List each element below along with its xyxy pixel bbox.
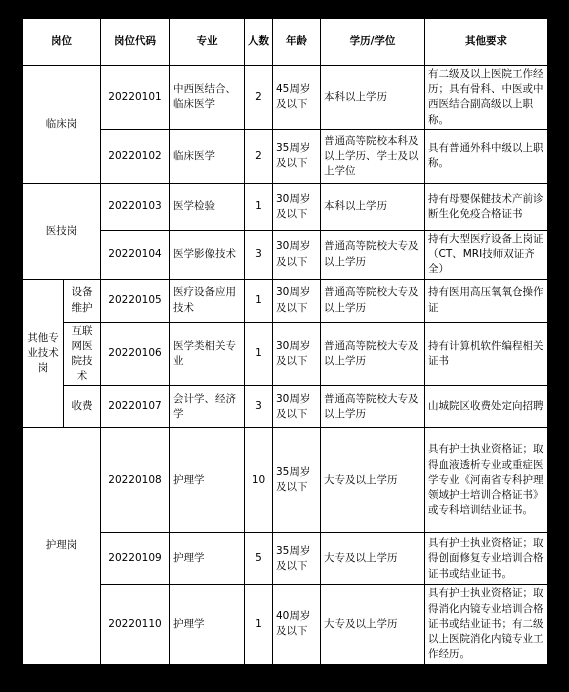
- cell-count: 1: [245, 322, 273, 386]
- cell-age: 45周岁及以下: [273, 66, 321, 130]
- cell-major: 医疗设备应用技术: [170, 279, 245, 322]
- cell-age: 30周岁及以下: [273, 279, 321, 322]
- cell-requirement: 具有护士执业资格证；取得血液透析专业或重症医学专业《河南省专科护理领域护士培训合格证书》或专科培训结业证书。: [425, 428, 548, 533]
- cell-code: 20220108: [101, 428, 170, 533]
- cell-requirement: 山城院区收费处定向招聘: [425, 386, 548, 428]
- cell-count: 10: [245, 428, 273, 533]
- cell-code: 20220110: [101, 585, 170, 664]
- subgroup-device: 设备维护: [64, 279, 101, 322]
- cell-requirement: 持有计算机软件编程相关证书: [425, 322, 548, 386]
- subgroup-fee: 收费: [64, 386, 101, 428]
- cell-major: 护理学: [170, 428, 245, 533]
- cell-code: 20220109: [101, 533, 170, 585]
- table-row: [23, 279, 548, 322]
- table-row: [23, 66, 548, 130]
- cell-count: 1: [245, 585, 273, 664]
- group-clinical: 临床岗: [23, 66, 101, 184]
- cell-requirement: 具有护士执业资格证；取得消化内镜专业培训合格证书或结业证书；有二级以上医院消化内镜专业工作经历。: [425, 585, 548, 664]
- cell-major: 护理学: [170, 585, 245, 664]
- cell-education: 本科以上学历: [321, 183, 425, 230]
- cell-count: 3: [245, 386, 273, 428]
- table-row: [23, 322, 548, 386]
- table-row: [23, 533, 548, 585]
- cell-code: 20220107: [101, 386, 170, 428]
- table-row: [23, 386, 548, 428]
- recruitment-table-page: [22, 18, 547, 665]
- cell-age: 30周岁及以下: [273, 183, 321, 230]
- cell-code: 20220104: [101, 230, 170, 279]
- cell-count: 1: [245, 183, 273, 230]
- header-education: 学历/学位: [321, 19, 425, 66]
- cell-requirement: 具有护士执业资格证；取得创面修复专业培训合格证书或结业证书。: [425, 533, 548, 585]
- cell-code: 20220101: [101, 66, 170, 130]
- cell-age: 30周岁及以下: [273, 322, 321, 386]
- cell-education: 普通高等院校大专及以上学历: [321, 279, 425, 322]
- cell-education: 本科以上学历: [321, 66, 425, 130]
- cell-requirement: 持有大型医疗设备上岗证（CT、MRI技师双证齐全）: [425, 230, 548, 279]
- header-code: 岗位代码: [101, 19, 170, 66]
- cell-education: 大专及以上学历: [321, 533, 425, 585]
- subgroup-internet: 互联网医院技术: [64, 322, 101, 386]
- cell-education: 普通高等院校本科及以上学历、学士及以上学位: [321, 129, 425, 183]
- header-post: 岗位: [23, 19, 101, 66]
- group-nursing: 护理岗: [23, 428, 101, 664]
- cell-requirement: 具有普通外科中级以上职称。: [425, 129, 548, 183]
- group-medtech: 医技岗: [23, 183, 101, 279]
- cell-major: 临床医学: [170, 129, 245, 183]
- header-major: 专业: [170, 19, 245, 66]
- cell-age: 35周岁及以下: [273, 533, 321, 585]
- cell-education: 普通高等院校大专及以上学历: [321, 230, 425, 279]
- cell-requirement: 有二级及以上医院工作经历；具有骨科、中医或中西医结合副高级以上职称。: [425, 66, 548, 130]
- cell-major: 中西医结合、临床医学: [170, 66, 245, 130]
- cell-education: 普通高等院校大专及以上学历: [321, 322, 425, 386]
- cell-major: 医学检验: [170, 183, 245, 230]
- cell-count: 2: [245, 66, 273, 130]
- cell-count: 1: [245, 279, 273, 322]
- table-row: [23, 585, 548, 664]
- cell-code: 20220102: [101, 129, 170, 183]
- cell-education: 普通高等院校大专及以上学历: [321, 386, 425, 428]
- cell-count: 2: [245, 129, 273, 183]
- table-row: [23, 230, 548, 279]
- cell-major: 会计学、经济学: [170, 386, 245, 428]
- table-row: [23, 129, 548, 183]
- header-age: 年龄: [273, 19, 321, 66]
- header-other: 其他要求: [425, 19, 548, 66]
- group-other: 其他专业技术岗: [23, 279, 64, 428]
- cell-requirement: 持有医用高压氧氧仓操作证: [425, 279, 548, 322]
- header-count: 人数: [245, 19, 273, 66]
- cell-code: 20220105: [101, 279, 170, 322]
- cell-major: 护理学: [170, 533, 245, 585]
- cell-major: 医学类相关专业: [170, 322, 245, 386]
- header-row: [23, 19, 548, 66]
- cell-education: 大专及以上学历: [321, 428, 425, 533]
- table-row: [23, 428, 548, 533]
- cell-education: 大专及以上学历: [321, 585, 425, 664]
- cell-major: 医学影像技术: [170, 230, 245, 279]
- cell-code: 20220106: [101, 322, 170, 386]
- table-row: [23, 183, 548, 230]
- cell-age: 40周岁及以下: [273, 585, 321, 664]
- cell-count: 3: [245, 230, 273, 279]
- cell-age: 35周岁及以下: [273, 428, 321, 533]
- cell-age: 30周岁及以下: [273, 386, 321, 428]
- cell-code: 20220103: [101, 183, 170, 230]
- cell-age: 30周岁及以下: [273, 230, 321, 279]
- recruitment-table: [22, 18, 548, 665]
- cell-age: 35周岁及以下: [273, 129, 321, 183]
- cell-count: 5: [245, 533, 273, 585]
- cell-requirement: 持有母婴保健技术产前诊断生化免疫合格证书: [425, 183, 548, 230]
